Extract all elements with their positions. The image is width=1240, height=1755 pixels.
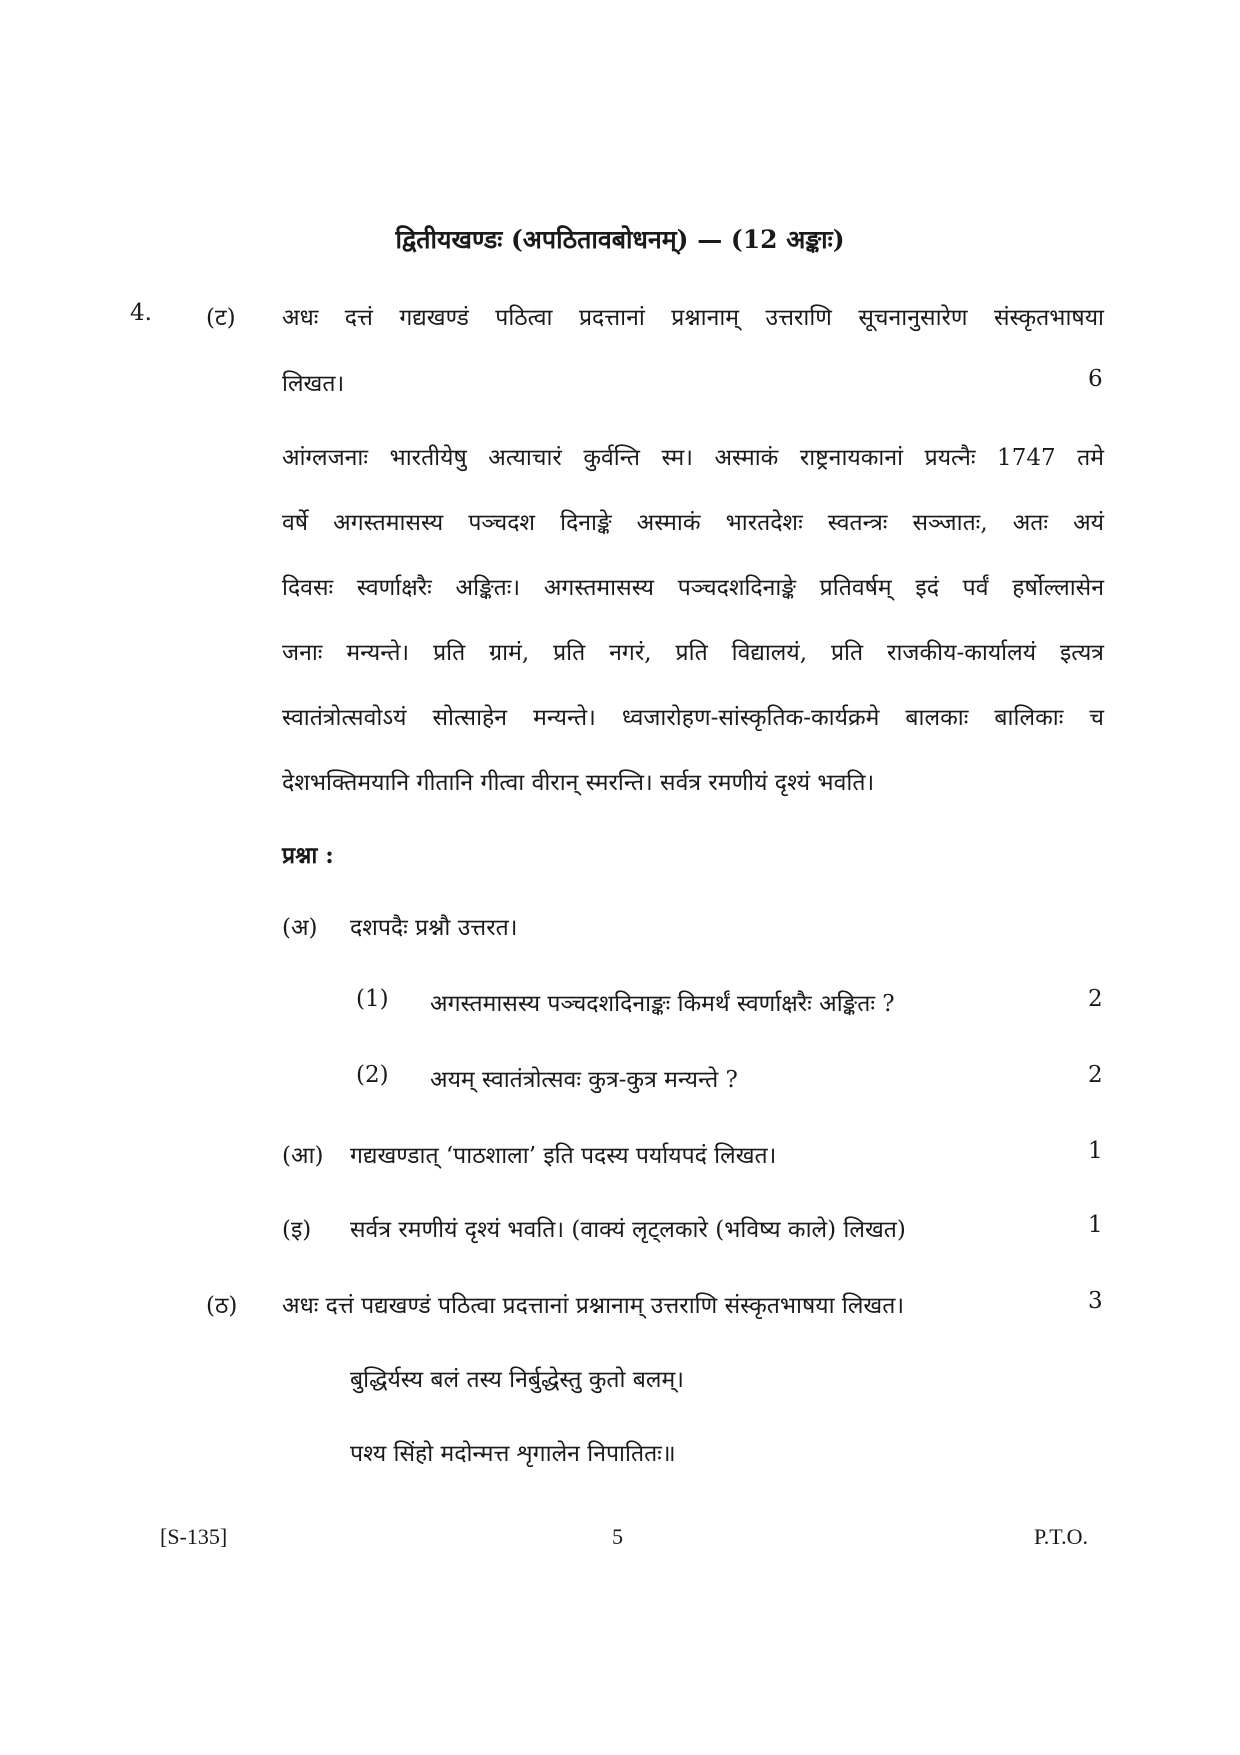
sub-aa-text: गद्यखण्डात् ‘पाठशाला’ इति पदस्य पर्यायपदं लिखत।	[350, 1143, 777, 1169]
sub-aa-marks: 1	[1088, 1138, 1103, 1164]
passage-line: जनाः मन्यन्ते। प्रति ग्रामं, प्रति नगरं, प्रति विद्यालयं, प्रति राजकीय-कार्यालयं इत्यत्र	[282, 640, 1104, 666]
part-t-instruction-line1: अधः दत्तं गद्यखण्डं पठित्वा प्रदत्तानां प्रश्नानाम् उत्तराणि सूचनानुसारेण संस्कृतभाषया	[282, 305, 1104, 331]
sub-a-item-number: (2)	[356, 1062, 389, 1088]
sub-a-item-marks: 2	[1088, 1062, 1103, 1088]
sub-a-item-text: अगस्तमासस्य पञ्चदशदिनाङ्कः किमर्थं स्वर्णाक्षरैः अङ्कितः ?	[430, 991, 895, 1017]
sub-i-label: (इ)	[282, 1217, 312, 1243]
section-title: द्वितीयखण्डः (अपठितावबोधनम्) — (12 अङ्काः)	[395, 225, 845, 254]
part-t-label: (ट)	[206, 305, 236, 331]
part-th-marks: 3	[1088, 1288, 1103, 1314]
sub-i-marks: 1	[1088, 1212, 1103, 1238]
sub-a-item-marks: 2	[1088, 986, 1103, 1012]
sub-a-label: (अ)	[282, 915, 318, 941]
part-th-label: (ठ)	[206, 1293, 238, 1319]
part-t-marks: 6	[1088, 366, 1103, 392]
passage-line: आंग्लजनाः भारतीयेषु अत्याचारं कुर्वन्ति स्म। अस्माकं राष्ट्रनायकानां प्रयत्नैः 1747 तमे	[282, 445, 1104, 471]
part-th-instruction: अधः दत्तं पद्यखण्डं पठित्वा प्रदत्तानां प्रश्नानाम् उत्तराणि संस्कृतभाषया लिखत।	[282, 1293, 905, 1319]
part-t-instruction-line2: लिखत।	[282, 371, 345, 397]
passage-line: दिवसः स्वर्णाक्षरैः अङ्कितः। अगस्तमासस्य पञ्चदशदिनाङ्के प्रतिवर्षम् इदं पर्वं हर्षोल्लासेन	[282, 575, 1104, 601]
passage-line: स्वातंत्रोत्सवोऽयं सोत्साहेन मन्यन्ते। ध्वजारोहण-सांस्कृतिक-कार्यक्रमे बालकाः बालिकाः च	[282, 705, 1104, 731]
verse-line-1: बुद्धिर्यस्य बलं तस्य निर्बुद्धेस्तु कुतो बलम्।	[350, 1367, 684, 1393]
passage-line: वर्षे अगस्तमासस्य पञ्चदश दिनाङ्के अस्माकं भारतदेशः स्वतन्त्रः सञ्जातः, अतः अयं	[282, 510, 1104, 536]
verse-line-2: पश्य सिंहो मदोन्मत्त शृगालेन निपातितः॥	[350, 1441, 676, 1467]
sub-a-text: दशपदैः प्रश्नौ उत्तरत।	[350, 915, 518, 941]
sub-i-text: सर्वत्र रमणीयं दृश्यं भवति। (वाक्यं लृट्लकारे (भविष्य काले) लिखत)	[350, 1217, 906, 1243]
footer-paper-code: [S-135]	[160, 1524, 228, 1549]
sub-aa-label: (आ)	[282, 1143, 324, 1169]
questions-heading: प्रश्ना :	[282, 842, 334, 869]
question-number: 4.	[130, 300, 152, 326]
footer-pto: P.T.O.	[1034, 1524, 1088, 1549]
passage-line: देशभक्तिमयानि गीतानि गीत्वा वीरान् स्मरन्ति। सर्वत्र रमणीयं दृश्यं भवति।	[282, 770, 875, 796]
footer-page-number: 5	[612, 1524, 623, 1549]
sub-a-item-text: अयम् स्वातंत्रोत्सवः कुत्र-कुत्र मन्यन्ते ?	[430, 1067, 738, 1093]
sub-a-item-number: (1)	[356, 986, 389, 1012]
